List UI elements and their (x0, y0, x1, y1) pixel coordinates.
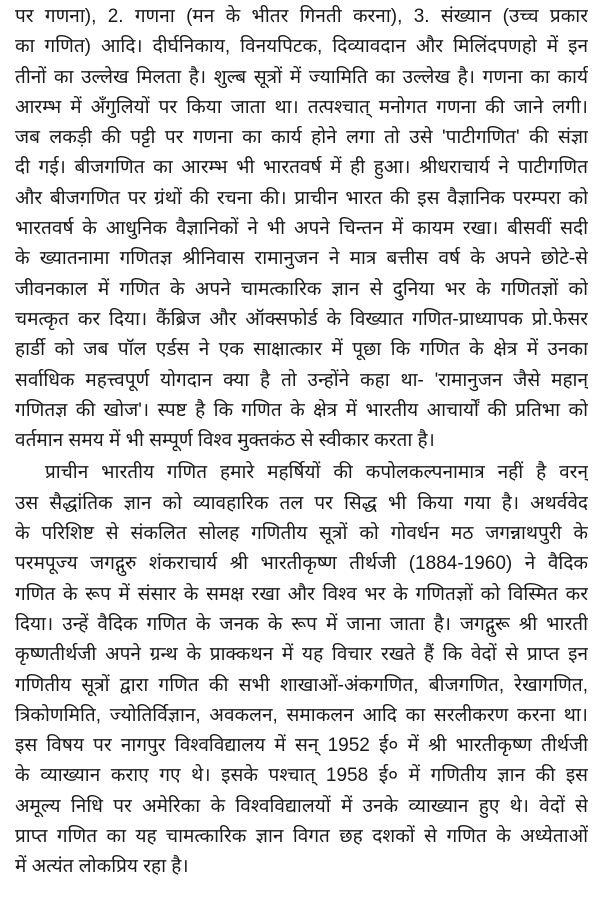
text-line: दिया। उन्हें वैदिक गणित के जनक के रूप में जाना जाता है। जगद्गुरू श्री भारती (15, 613, 588, 635)
text-line: गणित के रूप में संसार के समक्ष रखा और विश्व भर के गणितज्ञों को विस्मित कर (15, 583, 588, 605)
text-line: उस सैद्धांतिक ज्ञान को व्यावहारिक तल पर सिद्ध भी किया गया है। अथर्ववेद (15, 492, 588, 514)
paragraph-ganit-history (15, 2, 588, 456)
text-line: कृष्णतीर्थजी अपने ग्रन्थ के प्राक्कथन में यह विचार रखते हैं कि वेदों से प्राप्त इन (15, 644, 588, 666)
text-line: के व्याख्यान कराए गए थे। इसके पश्चात् 1958 ई० में गणितीय ज्ञान की इस (15, 765, 588, 787)
text-line: अमूल्य निधि पर अमेरिका के विश्वविद्यालयों में उनके व्याख्यान हुए थे। वेदों से (15, 795, 588, 817)
text-line: में अत्यंत लोकप्रिय रहा है। (15, 856, 189, 878)
text-line: त्रिकोणमिति, ज्योतिर्विज्ञान, अवकलन, समाकलन आदि का सरलीकरण करना था। (15, 704, 588, 726)
text-line: वर्तमान समय में भी सम्पूर्ण विश्व मुक्तकंठ से स्वीकार करता है। (15, 430, 435, 452)
paragraph-vedic-ganit (15, 458, 588, 882)
text-line: जब लकड़ी की पट्टी पर गणना का कार्य होने लगा तो उसे 'पाटीगणित' की संज्ञा (15, 127, 588, 149)
text-line: प्राचीन भारतीय गणित हमारे महर्षियों की कपोलकल्पनामात्र नहीं है वरन् (45, 462, 588, 484)
text-line: दी गई। बीजगणित का आरम्भ भी भारतवर्ष में ही हुआ। श्रीधराचार्य ने पाटीगणित (15, 157, 588, 179)
text-line: प्राप्त गणित का यह चामत्कारिक ज्ञान विगत छह दशकों से गणित के अध्येताओं (15, 826, 588, 848)
text-line: और बीजगणित पर ग्रंथों की रचना की। प्राचीन भारत की इस वैज्ञानिक परम्परा को (15, 187, 588, 209)
text-line: का गणित) आदि। दीर्घनिकाय, विनयपिटक, दिव्यावदान और मिलिंदपणहो में इन (15, 36, 588, 58)
text-line: गणितज्ञ की खोज'। स्पष्ट है कि गणित के क्षेत्र में भारतीय आचार्यों की प्रतिभा को (15, 399, 588, 421)
document-page (15, 2, 588, 883)
text-line: इस विषय पर नागपुर विश्वविद्यालय में सन् 1952 ई० में श्री भारतीकृष्ण तीर्थजी (15, 735, 588, 757)
text-line: के परिशिष्ट से संकलित सोलह गणितीय सूत्रों को गोवर्धन मठ जगन्नाथपुरी के (15, 523, 588, 545)
text-line: तीनों का उल्लेख मिलता है। शुल्ब सूत्रों में ज्यामिति का उल्लेख है। गणना का कार्य (15, 66, 588, 88)
text-line: गणितीय सूत्रों द्वारा गणित की सभी शाखाओं-अंकगणित, बीजगणित, रेखागणित, (15, 674, 588, 696)
text-line: परमपूज्य जगद्गुरु शंकराचार्य श्री भारतीकृष्ण तीर्थजी (1884-1960) ने वैदिक (15, 553, 588, 575)
text-line: के ख्यातनामा गणितज्ञ श्रीनिवास रामानुजन ने मात्र बत्तीस वर्ष के अपने छोटे-से (15, 248, 588, 270)
text-line: आरम्भ में अँगुलियों पर किया जाता था। तत्पश्चात् मनोगत गणना की जाने लगी। (15, 96, 588, 118)
text-line: पर गणना), 2. गणना (मन के भीतर गिनती करना), 3. संख्यान (उच्च प्रकार (15, 6, 588, 27)
text-line: भारतवर्ष के आधुनिक वैज्ञानिकों ने भी अपने चिन्तन में कायम रखा। बीसवीं सदी (15, 218, 588, 240)
text-line: सर्वाधिक महत्त्वपूर्ण योगदान क्या है तो उन्होंने कहा था- 'रामानुजन जैसे महान् (15, 369, 588, 391)
text-line: हार्डी को जब पॉल एर्डस ने एक साक्षात्कार में पूछा कि गणित के क्षेत्र में उनका (15, 339, 588, 361)
text-line: चमत्कृत कर दिया। कैंब्रिज और ऑक्सफोर्ड के विख्यात गणित-प्राध्यापक प्रो.फेसर (15, 308, 588, 330)
text-line: जीवनकाल में गणित के अपने चामत्कारिक ज्ञान से दुनिया भर के गणितज्ञों को (15, 278, 588, 300)
